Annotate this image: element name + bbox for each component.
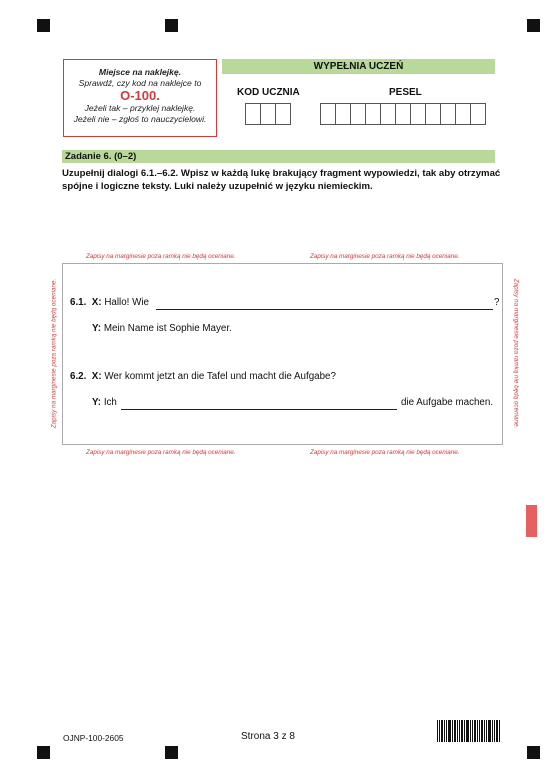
margin-note-right: Zapisy na marginesie poza ramką nie będą oceniane. — [512, 278, 520, 429]
sticker-code: O-100. — [120, 88, 160, 103]
barcode-bar — [488, 720, 491, 742]
speaker-y-label: Y: — [92, 397, 102, 408]
digit-box[interactable] — [245, 103, 261, 125]
registration-mark-bottom-right — [527, 746, 540, 759]
digit-box[interactable] — [470, 103, 486, 125]
speaker-x-label: X: — [91, 371, 102, 382]
digit-box[interactable] — [260, 103, 276, 125]
registration-mark-top-center — [165, 19, 178, 32]
barcode-bar — [492, 720, 493, 742]
barcode-bar — [461, 720, 463, 742]
dialog-6-1-y — [92, 323, 232, 334]
footer-code: OJNP-100-2605 — [63, 733, 124, 743]
registration-mark-bottom-center — [165, 746, 178, 759]
dialog-ending-text: die Aufgabe machen. — [401, 397, 494, 408]
digit-box[interactable] — [365, 103, 381, 125]
dialog-text: Mein Name ist Sophie Mayer. — [103, 323, 232, 334]
barcode — [437, 720, 501, 742]
dialog-text: Wer kommt jetzt an die Tafel und macht die Aufgabe? — [104, 371, 336, 382]
registration-mark-bottom-left — [37, 746, 50, 759]
dialog-number: 6.1. — [70, 297, 87, 308]
barcode-bar — [494, 720, 495, 742]
barcode-bar — [446, 720, 447, 742]
student-code-boxes[interactable] — [246, 103, 291, 125]
dialog-text: Ich — [103, 397, 117, 408]
task-title: Zadanie 6. (0–2) — [62, 150, 495, 163]
dialog-text: Hallo! Wie — [104, 297, 149, 308]
sticker-check-text: Sprawdź, czy kod na naklejce to — [78, 78, 202, 88]
barcode-bar — [444, 720, 445, 742]
digit-box[interactable] — [350, 103, 366, 125]
dialog-number: 6.2. — [70, 371, 87, 382]
barcode-bar — [474, 720, 476, 742]
barcode-bar — [472, 720, 473, 742]
digit-box[interactable] — [275, 103, 291, 125]
margin-note-top-left: Zapisy na marginesie poza ramką nie będą oceniane. — [86, 253, 236, 260]
dialog-6-1-x — [70, 297, 149, 308]
page-number: Strona 3 z 8 — [241, 731, 295, 742]
barcode-bar — [464, 720, 465, 742]
dialog-6-2-y — [92, 397, 117, 408]
margin-note-bottom-right: Zapisy na marginesie poza ramką nie będą oceniane. — [310, 449, 460, 456]
digit-box[interactable] — [395, 103, 411, 125]
answer-line-6-1[interactable] — [156, 309, 493, 310]
sticker-yes-text: Jeżeli tak – przyklej naklejkę. — [84, 103, 196, 113]
barcode-bar — [448, 720, 451, 742]
barcode-bar — [437, 720, 438, 742]
barcode-bar — [477, 720, 478, 742]
sticker-no-text: Jeżeli nie – zgłoś to nauczycielowi. — [73, 114, 207, 124]
margin-note-top-right: Zapisy na marginesie poza ramką nie będą oceniane. — [310, 253, 460, 260]
barcode-bar — [481, 720, 483, 742]
pesel-boxes[interactable] — [321, 103, 486, 125]
student-code-label: KOD UCZNIA — [237, 87, 300, 98]
barcode-bar — [441, 720, 443, 742]
barcode-bar — [439, 720, 440, 742]
digit-box[interactable] — [410, 103, 426, 125]
registration-mark-top-left — [37, 19, 50, 32]
dialog-6-2-x — [70, 371, 336, 382]
barcode-bar — [496, 720, 498, 742]
barcode-bar — [484, 720, 485, 742]
answer-line-6-2[interactable] — [121, 409, 397, 410]
barcode-bar — [452, 720, 453, 742]
digit-box[interactable] — [425, 103, 441, 125]
task-instruction: Uzupełnij dialogi 6.1.–6.2. Wpisz w każdą lukę brakujący fragment wypowiedzi, tak aby otrzymać spójne i logiczne teksty. Luki należy uzupełnić w języku niemieckim. — [62, 168, 501, 192]
pesel-label: PESEL — [389, 87, 422, 98]
page-side-tab — [526, 505, 537, 537]
barcode-bar — [459, 720, 460, 742]
barcode-bar — [479, 720, 480, 742]
digit-box[interactable] — [335, 103, 351, 125]
sticker-title: Miejsce na naklejkę. — [98, 67, 182, 77]
margin-note-bottom-left: Zapisy na marginesie poza ramką nie będą oceniane. — [86, 449, 236, 456]
digit-box[interactable] — [380, 103, 396, 125]
sticker-code-value: O-100 — [120, 88, 157, 103]
speaker-x-label: X: — [91, 297, 102, 308]
student-fill-header: WYPEŁNIA UCZEŃ — [222, 59, 495, 74]
barcode-bar — [454, 720, 456, 742]
barcode-bar — [499, 720, 500, 742]
barcode-bar — [466, 720, 469, 742]
question-mark: ? — [494, 297, 500, 308]
digit-box[interactable] — [320, 103, 336, 125]
registration-mark-top-right — [527, 19, 540, 32]
sticker-area — [63, 59, 217, 137]
answer-frame — [62, 263, 503, 445]
barcode-bar — [486, 720, 487, 742]
digit-box[interactable] — [455, 103, 471, 125]
margin-note-left: Zapisy na marginesie poza ramką nie będą oceniane. — [50, 278, 58, 429]
digit-box[interactable] — [440, 103, 456, 125]
barcode-bar — [457, 720, 458, 742]
barcode-bar — [470, 720, 471, 742]
speaker-y-label: Y: — [92, 323, 102, 334]
